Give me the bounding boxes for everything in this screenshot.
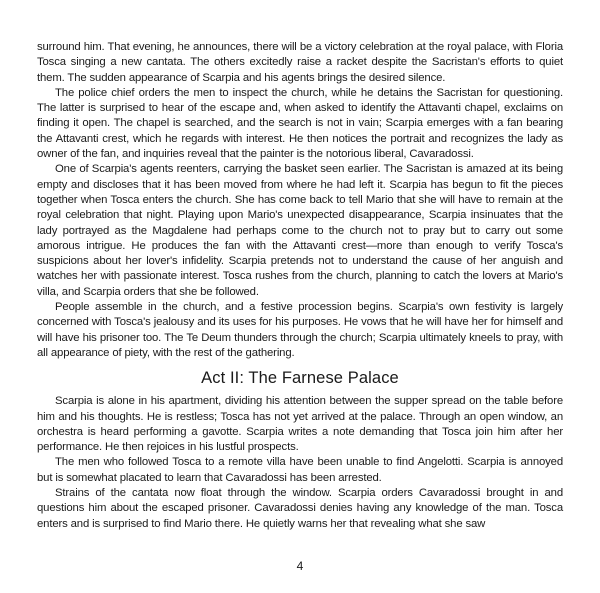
paragraph-procession: People assemble in the church, and a festive procession begins. Scarpia's own festivity is largely concerned with Tosca's jealousy and its uses for his purposes. He vows that he will have her for himself and will have his prisoner too. The Te Deum thunders through the church; Scarpia ultimately kneels to pray, with all appearance of piety, with the rest of the gathering. xyxy=(37,301,563,359)
paragraph-police-chief: The police chief orders the men to inspect the church, while he detains the Sacristan for questioning. The latter is surprised to hear of the escape and, when asked to identify the Attavanti chapel, exclaims on finding it open. The chapel is searched, and the search is not in vain; Scarpia emerges with a fan bearing the Attavanti crest, which he regards with interest. He then notices the portrait and recognizes the lady as owner of the fan, and inquiries reveal that the painter is the notorious liberal, Cavaradossi. xyxy=(37,86,563,161)
paragraph-agent-reenters: One of Scarpia's agents reenters, carrying the basket seen earlier. The Sacristan is amazed at its being empty and discloses that it has been moved from where he had left it. Scarpia has begun to fit the pieces together when Tosca enters the church. She has come back to tell Mario that she will have to remain at the royal celebration that night. Playing upon Mario's unexpected disappearance, Scarpia insinuates that the lady portrayed as the Magdalene had perhaps come to the church not to pray but to carry out some amorous intrigue. He produces the fan with the Attavanti crest—more than enough to verify Tosca's suspicions about her lover's infidelity. Scarpia pretends not to understand the cause of her anguish and watches her with passionate interest. Tosca rushes from the church, planning to catch the lovers at Mario's villa, and Scarpia orders that she be followed. xyxy=(37,163,563,298)
act2-heading: Act II: The Farnese Palace xyxy=(201,369,399,388)
paragraph-scarpia-alone: Scarpia is alone in his apartment, dividing his attention between the supper spread on the table before him and his thoughts. He is restless; Tosca has not yet arrived at the palace. Through an open window, an orchestra is heard performing a gavotte. Scarpia writes a note demanding that Tosca join him after her performance. He then rejoices in his lustful prospects. xyxy=(37,395,563,454)
paragraph-cantata: Strains of the cantata now float through the window. Scarpia orders Cavaradossi brought in and questions him about the escaped prisoner. Cavaradossi denies having any knowledge of the man. Tosca enters and is surprised to find Mario there. He quietly warns her that revealing what she saw xyxy=(37,487,563,530)
act2-text xyxy=(37,394,563,532)
act1-text xyxy=(37,40,563,361)
paragraph-men-followed: The men who followed Tosca to a remote villa have been unable to find Angelotti. Scarpia is annoyed but is somewhat placated to learn that Cavaradossi has been arrested. xyxy=(37,456,563,484)
page-number: 4 xyxy=(296,559,304,573)
paragraph-continuation: surround him. That evening, he announces, there will be a victory celebration at the royal palace, with Floria Tosca singing a new cantata. The others excitedly raise a racket despite the Sacristan's efforts to quiet them. The sudden appearance of Scarpia and his agents brings the desired silence. xyxy=(37,41,563,84)
